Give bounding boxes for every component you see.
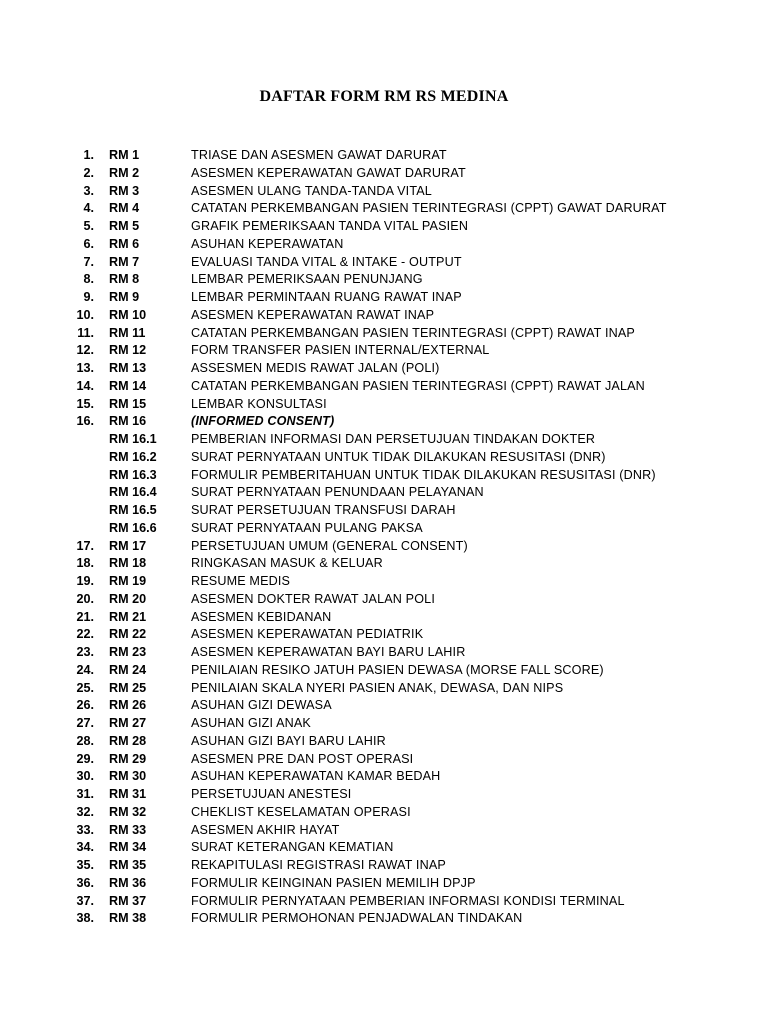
list-item (0, 413, 768, 431)
item-code: RM 15 (109, 396, 147, 411)
item-code: RM 34 (109, 840, 147, 855)
list-item (0, 609, 768, 627)
item-number: 37. (76, 893, 94, 908)
item-code: RM 8 (109, 272, 140, 287)
list-item (0, 893, 768, 911)
item-number: 32. (76, 804, 94, 819)
item-number: 20. (76, 591, 94, 606)
list-item (0, 289, 768, 307)
item-code: RM 9 (109, 290, 140, 304)
list-item (0, 751, 768, 769)
list-item (0, 254, 768, 272)
item-number: 35. (76, 858, 94, 872)
list-item (0, 307, 768, 325)
list-item (0, 396, 768, 414)
item-description: ASUHAN GIZI DEWASA (191, 698, 332, 713)
list-item (0, 644, 768, 662)
item-number: 28. (76, 733, 94, 748)
list-item (0, 839, 768, 857)
list-item (0, 626, 768, 644)
item-description: ASESMEN DOKTER RAWAT JALAN POLI (191, 591, 435, 606)
item-code: RM 12 (109, 343, 147, 358)
item-description: FORMULIR PEMBERITAHUAN UNTUK TIDAK DILAKUKAN RESUSITASI (DNR) (191, 467, 656, 482)
list-item (0, 502, 768, 520)
item-code: RM 13 (109, 361, 147, 375)
item-code: RM 6 (109, 236, 140, 251)
item-description: ASESMEN ULANG TANDA-TANDA VITAL (191, 183, 432, 198)
list-item (0, 591, 768, 609)
item-code: RM 20 (109, 591, 147, 606)
item-description: CHEKLIST KESELAMATAN OPERASI (191, 804, 411, 819)
item-code: RM 19 (109, 574, 147, 588)
item-description: EVALUASI TANDA VITAL & INTAKE - OUTPUT (191, 254, 462, 269)
item-description: FORM TRANSFER PASIEN INTERNAL/EXTERNAL (191, 343, 490, 358)
item-description: RINGKASAN MASUK & KELUAR (191, 556, 383, 571)
item-code: RM 33 (109, 822, 147, 837)
item-number: 16. (76, 414, 94, 429)
item-description: CATATAN PERKEMBANGAN PASIEN TERINTEGRASI (CPPT) RAWAT INAP (191, 325, 635, 340)
item-description: LEMBAR PERMINTAAN RUANG RAWAT INAP (191, 290, 462, 304)
item-number: 21. (76, 609, 94, 624)
item-number: 11. (77, 325, 94, 340)
item-number: 34. (76, 840, 94, 855)
item-code: RM 38 (109, 911, 147, 926)
item-code: RM 16.2 (109, 449, 157, 464)
item-code: RM 7 (109, 254, 140, 269)
list-item (0, 325, 768, 343)
item-code: RM 27 (109, 716, 147, 730)
list-item (0, 236, 768, 254)
item-number: 33. (76, 822, 94, 837)
item-description: PENILAIAN RESIKO JATUH PASIEN DEWASA (MORSE FALL SCORE) (191, 662, 604, 677)
list-item (0, 875, 768, 893)
list-item (0, 822, 768, 840)
list-item (0, 768, 768, 786)
item-number: 17. (76, 538, 94, 553)
item-number: 15. (76, 396, 94, 411)
item-description: GRAFIK PEMERIKSAAN TANDA VITAL PASIEN (191, 219, 469, 233)
item-code: RM 3 (109, 183, 140, 198)
item-number: 9. (83, 290, 94, 304)
item-code: RM 24 (109, 662, 147, 677)
item-number: 7. (83, 254, 94, 269)
list-item (0, 165, 768, 183)
item-description: SURAT PERNYATAAN PULANG PAKSA (191, 520, 423, 535)
list-item (0, 431, 768, 449)
item-code: RM 37 (109, 893, 147, 908)
item-description: SURAT PERSETUJUAN TRANSFUSI DARAH (191, 503, 456, 517)
list-item (0, 520, 768, 538)
item-description: LEMBAR PEMERIKSAAN PENUNJANG (191, 272, 423, 287)
item-description: SURAT KETERANGAN KEMATIAN (191, 840, 394, 855)
item-number: 19. (76, 574, 94, 588)
item-code: RM 29 (109, 751, 147, 766)
item-code: RM 2 (109, 165, 140, 180)
list-item (0, 183, 768, 201)
item-description: ASESMEN PRE DAN POST OPERASI (191, 751, 414, 766)
list-item (0, 271, 768, 289)
item-code: RM 28 (109, 733, 147, 748)
list-item (0, 449, 768, 467)
item-code: RM 4 (109, 201, 140, 216)
item-code: RM 10 (109, 307, 147, 322)
list-item (0, 218, 768, 236)
list-item (0, 715, 768, 733)
item-description: RESUME MEDIS (191, 574, 291, 588)
item-number: 23. (76, 645, 94, 659)
item-number: 31. (76, 787, 94, 801)
item-number: 29. (76, 751, 94, 766)
item-description: ASESMEN KEPERAWATAN RAWAT INAP (191, 307, 435, 322)
item-description: CATATAN PERKEMBANGAN PASIEN TERINTEGRASI (CPPT) GAWAT DARURAT (191, 201, 667, 216)
item-number: 30. (76, 769, 94, 784)
item-number: 13. (76, 361, 94, 375)
item-description: FORMULIR PERMOHONAN PENJADWALAN TINDAKAN (191, 911, 523, 926)
item-description: ASESMEN AKHIR HAYAT (191, 822, 340, 837)
item-number: 3. (83, 183, 94, 198)
item-description: CATATAN PERKEMBANGAN PASIEN TERINTEGRASI (CPPT) RAWAT JALAN (191, 378, 645, 393)
item-code: RM 14 (109, 378, 147, 393)
item-code: RM 11 (109, 325, 146, 340)
item-number: 38. (76, 911, 94, 926)
item-number: 26. (76, 698, 94, 713)
item-code: RM 16 (109, 414, 147, 429)
item-description: ASESMEN KEPERAWATAN BAYI BARU LAHIR (191, 645, 466, 659)
list-item (0, 733, 768, 751)
list-item (0, 360, 768, 378)
item-description: SURAT PERNYATAAN PENUNDAAN PELAYANAN (191, 485, 484, 500)
item-description: PEMBERIAN INFORMASI DAN PERSETUJUAN TINDAKAN DOKTER (191, 432, 596, 446)
item-code: RM 16.1 (109, 432, 157, 446)
item-description: ASESMEN KEPERAWATAN PEDIATRIK (191, 627, 424, 642)
item-code: RM 30 (109, 769, 147, 784)
list-item (0, 538, 768, 556)
item-description: PENILAIAN SKALA NYERI PASIEN ANAK, DEWASA, DAN NIPS (191, 680, 564, 695)
item-description: PERSETUJUAN ANESTESI (191, 787, 352, 801)
item-description: ASUHAN GIZI BAYI BARU LAHIR (191, 733, 386, 748)
item-number: 10. (76, 307, 94, 322)
item-description: (INFORMED CONSENT) (191, 414, 335, 429)
form-list (0, 147, 768, 928)
item-code: RM 16.4 (109, 485, 157, 500)
item-number: 14. (76, 378, 94, 393)
list-item (0, 555, 768, 573)
item-code: RM 16.3 (109, 467, 157, 482)
item-number: 2. (83, 165, 94, 180)
item-code: RM 26 (109, 698, 147, 713)
item-description: FORMULIR KEINGINAN PASIEN MEMILIH DPJP (191, 875, 476, 890)
item-number: 25. (76, 680, 94, 695)
item-code: RM 17 (109, 538, 147, 553)
item-description: SURAT PERNYATAAN UNTUK TIDAK DILAKUKAN RESUSITASI (DNR) (191, 449, 606, 464)
item-number: 6. (83, 236, 94, 251)
item-description: ASESMEN KEPERAWATAN GAWAT DARURAT (191, 165, 466, 180)
list-item (0, 910, 768, 928)
document-title: DAFTAR FORM RM RS MEDINA (259, 88, 509, 105)
item-code: RM 18 (109, 556, 147, 571)
list-item (0, 342, 768, 360)
list-item (0, 573, 768, 591)
item-code: RM 32 (109, 804, 147, 819)
item-description: ASESMEN KEBIDANAN (191, 609, 332, 624)
item-code: RM 22 (109, 627, 147, 642)
list-item (0, 804, 768, 822)
item-number: 24. (76, 662, 94, 677)
item-number: 27. (76, 716, 94, 730)
item-code: RM 21 (109, 609, 147, 624)
item-description: LEMBAR KONSULTASI (191, 396, 327, 411)
list-item (0, 378, 768, 396)
item-number: 12. (76, 343, 94, 358)
list-item (0, 662, 768, 680)
list-item (0, 680, 768, 698)
item-description: PERSETUJUAN UMUM (GENERAL CONSENT) (191, 538, 468, 553)
item-number: 1. (83, 148, 94, 162)
item-description: ASUHAN GIZI ANAK (191, 716, 311, 730)
item-description: ASUHAN KEPERAWATAN KAMAR BEDAH (191, 769, 441, 784)
item-number: 22. (76, 627, 94, 642)
item-code: RM 36 (109, 875, 147, 890)
list-item (0, 147, 768, 165)
item-number: 4. (83, 201, 94, 216)
item-number: 18. (76, 556, 94, 571)
item-code: RM 16.6 (109, 520, 157, 535)
item-description: ASUHAN KEPERAWATAN (191, 236, 344, 251)
list-item (0, 697, 768, 715)
item-description: TRIASE DAN ASESMEN GAWAT DARURAT (191, 148, 447, 162)
list-item (0, 857, 768, 875)
item-code: RM 35 (109, 858, 147, 872)
item-code: RM 23 (109, 645, 147, 659)
item-code: RM 16.5 (109, 503, 157, 517)
item-description: FORMULIR PERNYATAAN PEMBERIAN INFORMASI KONDISI TERMINAL (191, 893, 625, 908)
item-number: 36. (76, 875, 94, 890)
item-code: RM 5 (109, 219, 140, 233)
list-item (0, 200, 768, 218)
list-item (0, 786, 768, 804)
item-number: 8. (83, 272, 94, 287)
item-description: REKAPITULASI REGISTRASI RAWAT INAP (191, 858, 446, 872)
item-code: RM 1 (109, 148, 140, 162)
list-item (0, 467, 768, 485)
item-code: RM 25 (109, 680, 147, 695)
item-number: 5. (83, 219, 94, 233)
item-code: RM 31 (109, 787, 147, 801)
item-description: ASSESMEN MEDIS RAWAT JALAN (POLI) (191, 361, 440, 375)
list-item (0, 484, 768, 502)
